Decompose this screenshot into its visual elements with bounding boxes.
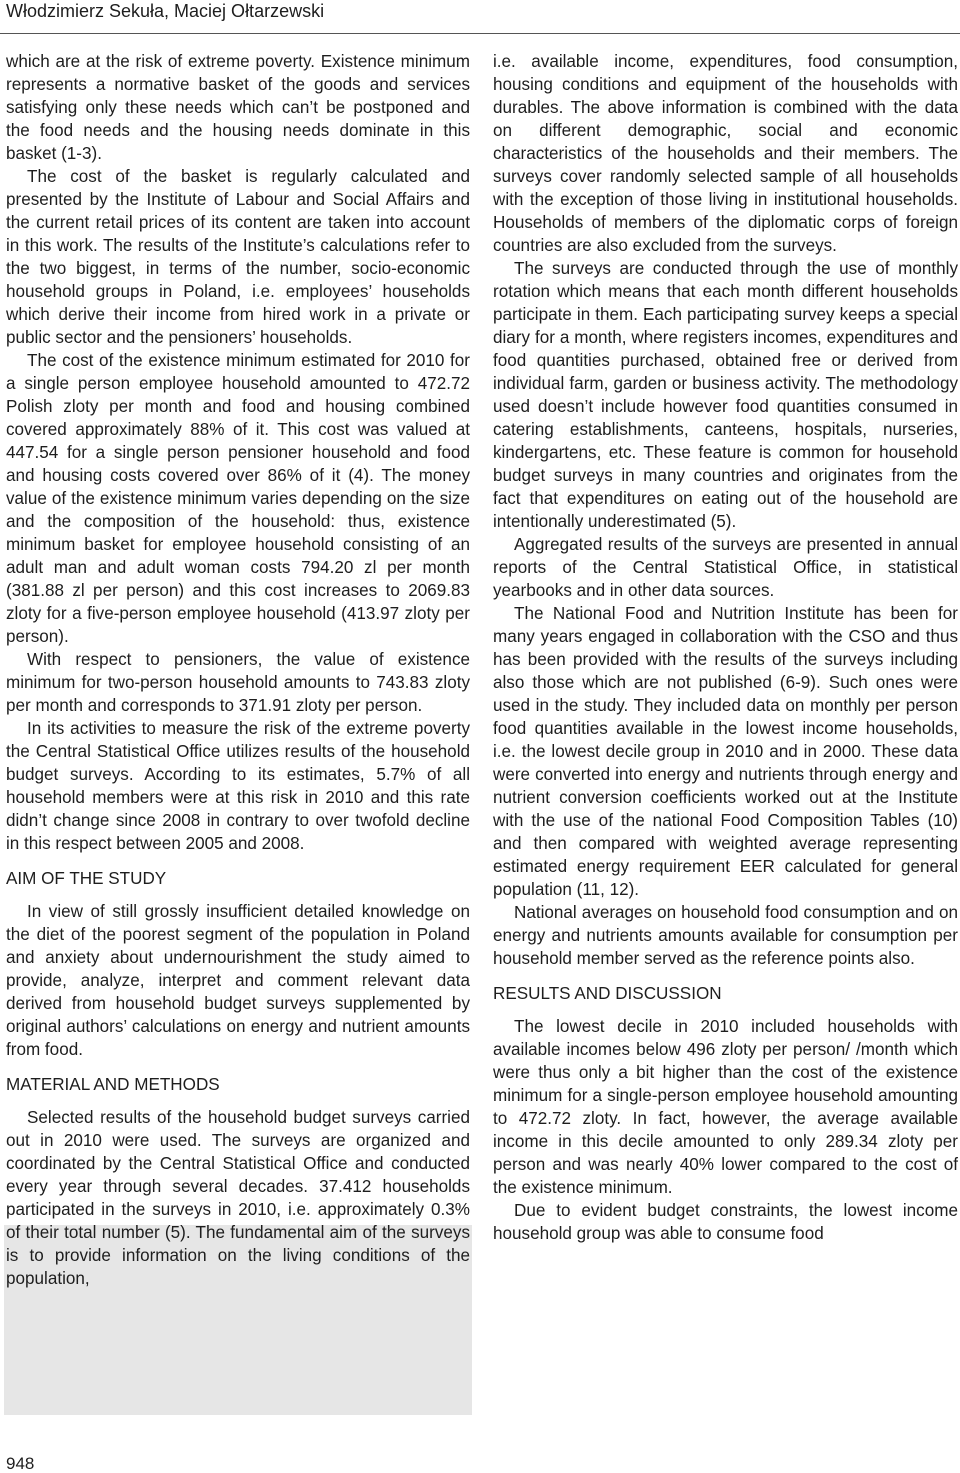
paragraph: In its activities to measure the risk of the extreme poverty the Central Statistical Office utilizes results of the household budget surveys. According to its estimates, 5.7% of all household members were at this risk in 2010 and this rate didn’t change since 2008 in contrary to over twofold decline in this respect between 2005 and 2008. — [6, 719, 470, 853]
section-heading-aim: AIM OF THE STUDY — [6, 869, 167, 888]
paragraph: Due to evident budget constraints, the lowest income household group was able to consume food — [493, 1201, 958, 1243]
section-heading-results: RESULTS AND DISCUSSION — [493, 984, 722, 1003]
paragraph: which are at the risk of extreme poverty. Existence minimum represents a normative basket of the goods and services satisfying only these needs which can’t be postponed and the food needs and the housing needs dominate in this basket (1-3). — [6, 52, 470, 163]
paragraph: Aggregated results of the surveys are presented in annual reports of the Central Statistical Office, in statistical yearbooks and in other data sources. — [493, 535, 958, 600]
paragraph: The lowest decile in 2010 included households with available incomes below 496 zloty per person/ /month which were thus only a bit higher than the cost of the existence minimum for a single-person employee household amounting to 472.72 zloty. In fact, however, the average available income in this decile amounted to only 289.34 zloty per person and was nearly 40% lower compared to the cost of the existence minimum. — [493, 1017, 958, 1197]
paragraph: In view of still grossly insufficient detailed knowledge on the diet of the poorest segment of the population in Poland and anxiety about undernourishment the study aimed to provide, analyze, interpret and comment relevant data derived from household budget surveys supplemented by original authors’ calculations on energy and nutrient amounts from food. — [6, 902, 470, 1059]
paragraph: The cost of the existence minimum estimated for 2010 for a single person employee household amounted to 472.72 Polish zloty per month and food and housing combined covered approximately 88% of it. This cost was valued at 447.54 for a single person pensioner household and food and housing costs covered over 86% of it (4). The money value of the existence minimum varies depending on the size and the composition of the household: thus, existence minimum basket for employee household consisting of an adult man and adult woman costs 794.20 zl per month (381.88 zl per person) and this cost increases to 2069.83 zloty for a five-person employee household (413.97 zloty per person). — [6, 351, 470, 646]
right-column — [493, 50, 958, 1245]
section-heading-methods: MATERIAL AND METHODS — [6, 1075, 220, 1094]
paragraph: i.e. available income, expenditures, food consumption, housing conditions and equipment of the households with durables. The above information is combined with the data on different demographic, social and economic characteristics of the households and their members. The surveys cover randomly selected sample of all households with the exception of those living in institutional households. Households of members of the diplomatic corps of foreign countries are also excluded from the surveys. — [493, 52, 958, 255]
left-column — [6, 50, 470, 1290]
paragraph: With respect to pensioners, the value of existence minimum for two-person household amounts to 743.83 zloty per month and corresponds to 371.91 zloty per person. — [6, 650, 470, 715]
page-number: 948 — [6, 1454, 35, 1473]
paragraph: The cost of the basket is regularly calculated and presented by the Institute of Labour and Social Affairs and the current retail prices of its content are taken into account in this work. The results of the Institute’s calculations refer to the two biggest, in terms of the number, socio-economic household groups in Poland, i.e. employees’ households which derive their income from hired work in a private or public sector and the pensioners’ households. — [6, 167, 470, 347]
paragraph: Selected results of the household budget surveys carried out in 2010 were used. The surveys are organized and coordinated by the Central Statistical Office and conducted every year through several decades. 37.412 households participated in the surveys in 2010, i.e. approximately 0.3% of their total number (5). The fundamental aim of the surveys is to provide information on the living conditions of the population, — [6, 1108, 470, 1288]
paragraph: The surveys are conducted through the use of monthly rotation which means that each month different households participate in them. Each participating survey keeps a special diary for a month, where registers incomes, expenditures and food quantities purchased, obtained free or derived from individual farm, garden or business activity. The methodology used doesn’t include however food quantities consumed in catering establishments, canteens, hospitals, nurseries, kindergartens, etc. These feature is common for household budget surveys in many countries and originates from the fact that expenditures on eating out of the household are intentionally underestimated (5). — [493, 259, 958, 531]
running-header-authors: Włodzimierz Sekuła, Maciej Ołtarzewski — [6, 1, 325, 21]
header-divider — [0, 33, 960, 34]
paragraph: National averages on household food consumption and on energy and nutrients amounts available for consumption per household member served as the reference points also. — [493, 903, 958, 968]
paragraph: The National Food and Nutrition Institute has been for many years engaged in collaboration with the CSO and thus has been provided with the results of the surveys including also those which are not published (6-9). Such ones were used in the study. They included data on monthly per person food quantities available in the lowest income households, i.e. the lowest decile group in 2010 and in 2000. These data were converted into energy and nutrients through energy and nutrient conversion coefficients worked out at the Institute with the use of the national Food Composition Tables (10) and then compared with weighted average representing estimated energy requirement EER calculated for general population (11, 12). — [493, 604, 958, 899]
